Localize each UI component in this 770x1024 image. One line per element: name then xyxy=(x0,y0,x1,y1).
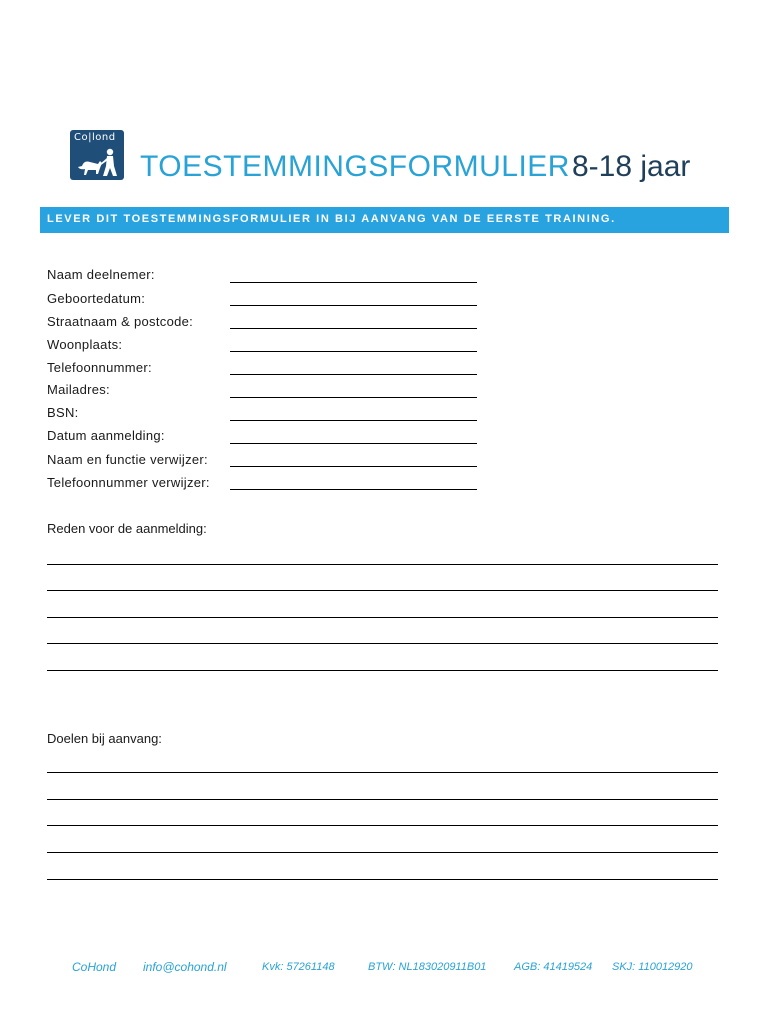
cohond-logo xyxy=(70,130,124,180)
goals-line-3[interactable] xyxy=(47,825,718,826)
footer-email[interactable]: info@cohond.nl xyxy=(143,960,227,974)
footer-company: CoHond xyxy=(72,960,117,974)
goals-line-2[interactable] xyxy=(47,799,718,800)
field-label-bsn: BSN: xyxy=(47,405,79,420)
field-label-registration-date: Datum aanmelding: xyxy=(47,428,165,443)
field-label-referrer-phone: Telefoonnummer verwijzer: xyxy=(47,475,210,490)
field-input-name[interactable] xyxy=(230,282,477,283)
reason-line-1[interactable] xyxy=(47,564,718,565)
footer-skj: SKJ: 110012920 xyxy=(612,961,693,973)
logo-text: Co|lond xyxy=(74,132,116,143)
dog-and-person-icon xyxy=(70,130,124,180)
field-input-phone[interactable] xyxy=(230,374,477,375)
goals-line-1[interactable] xyxy=(47,772,718,773)
field-input-registration-date[interactable] xyxy=(230,443,477,444)
age-range: 8-18 jaar xyxy=(572,150,691,183)
field-label-street: Straatnaam & postcode: xyxy=(47,314,194,329)
reason-line-2[interactable] xyxy=(47,590,718,591)
page-title: TOESTEMMINGSFORMULIER xyxy=(140,150,570,183)
goals-line-4[interactable] xyxy=(47,852,718,853)
field-input-referrer-phone[interactable] xyxy=(230,489,477,490)
footer-agb: AGB: 41419524 xyxy=(514,961,593,973)
field-label-referrer: Naam en functie verwijzer: xyxy=(47,452,208,467)
field-input-street[interactable] xyxy=(230,328,477,329)
field-input-city[interactable] xyxy=(230,351,477,352)
field-label-birthdate: Geboortedatum: xyxy=(47,291,146,306)
reason-line-5[interactable] xyxy=(47,670,718,671)
field-input-referrer[interactable] xyxy=(230,466,477,467)
field-input-email[interactable] xyxy=(230,397,477,398)
footer-btw: BTW: NL183020911B01 xyxy=(368,961,487,973)
instruction-banner xyxy=(40,207,729,233)
field-input-birthdate[interactable] xyxy=(230,305,477,306)
reason-line-4[interactable] xyxy=(47,643,718,644)
reason-line-3[interactable] xyxy=(47,617,718,618)
field-label-name: Naam deelnemer: xyxy=(47,267,155,282)
goals-label: Doelen bij aanvang: xyxy=(47,731,162,746)
field-input-bsn[interactable] xyxy=(230,420,477,421)
field-label-city: Woonplaats: xyxy=(47,337,123,352)
field-label-phone: Telefoonnummer: xyxy=(47,360,152,375)
goals-line-5[interactable] xyxy=(47,879,718,880)
reason-label: Reden voor de aanmelding: xyxy=(47,521,207,536)
field-label-email: Mailadres: xyxy=(47,382,110,397)
footer-kvk: Kvk: 57261148 xyxy=(262,961,335,973)
banner-text: LEVER DIT TOESTEMMINGSFORMULIER IN BIJ AANVANG VAN DE EERSTE TRAINING. xyxy=(47,213,616,225)
